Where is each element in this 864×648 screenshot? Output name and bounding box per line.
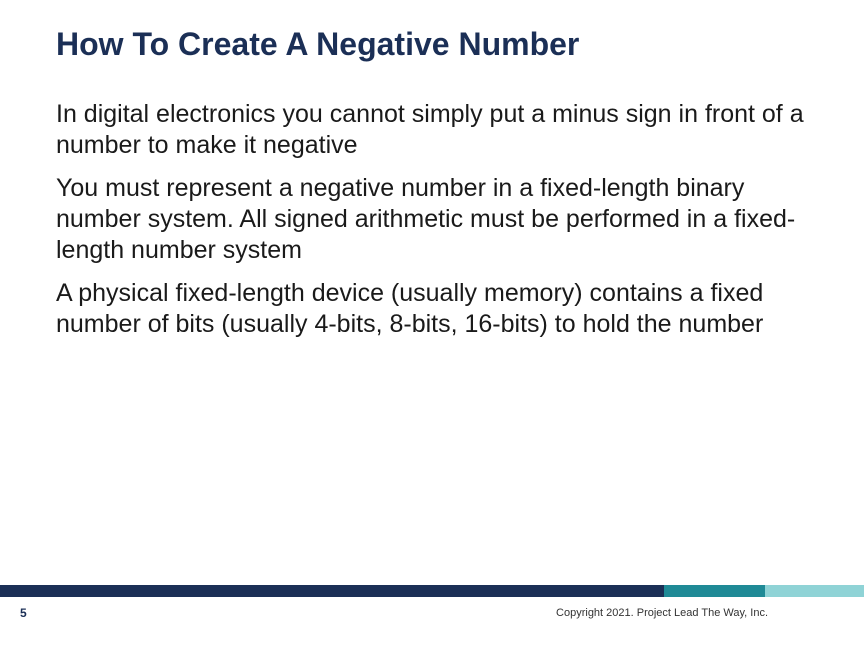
footer-color-band	[0, 585, 864, 597]
slide-title: How To Create A Negative Number	[56, 26, 580, 62]
body-paragraph: You must represent a negative number in a fixed-length binary number system. All signed arithmetic must be performed in a fixed-length number system	[56, 174, 796, 264]
body-paragraph: A physical fixed-length device (usually memory) contains a fixed number of bits (usually 4-bits, 8-bits, 16-bits) to hold the number	[56, 279, 764, 338]
band-segment-navy	[0, 585, 664, 597]
slide-body	[56, 99, 816, 352]
body-paragraph: In digital electronics you cannot simply put a minus sign in front of a number to make it negative	[56, 100, 804, 159]
page-number: 5	[20, 606, 27, 620]
band-segment-light	[765, 585, 864, 597]
copyright-text: Copyright 2021. Project Lead The Way, Inc.	[556, 607, 768, 619]
band-segment-teal	[664, 585, 765, 597]
